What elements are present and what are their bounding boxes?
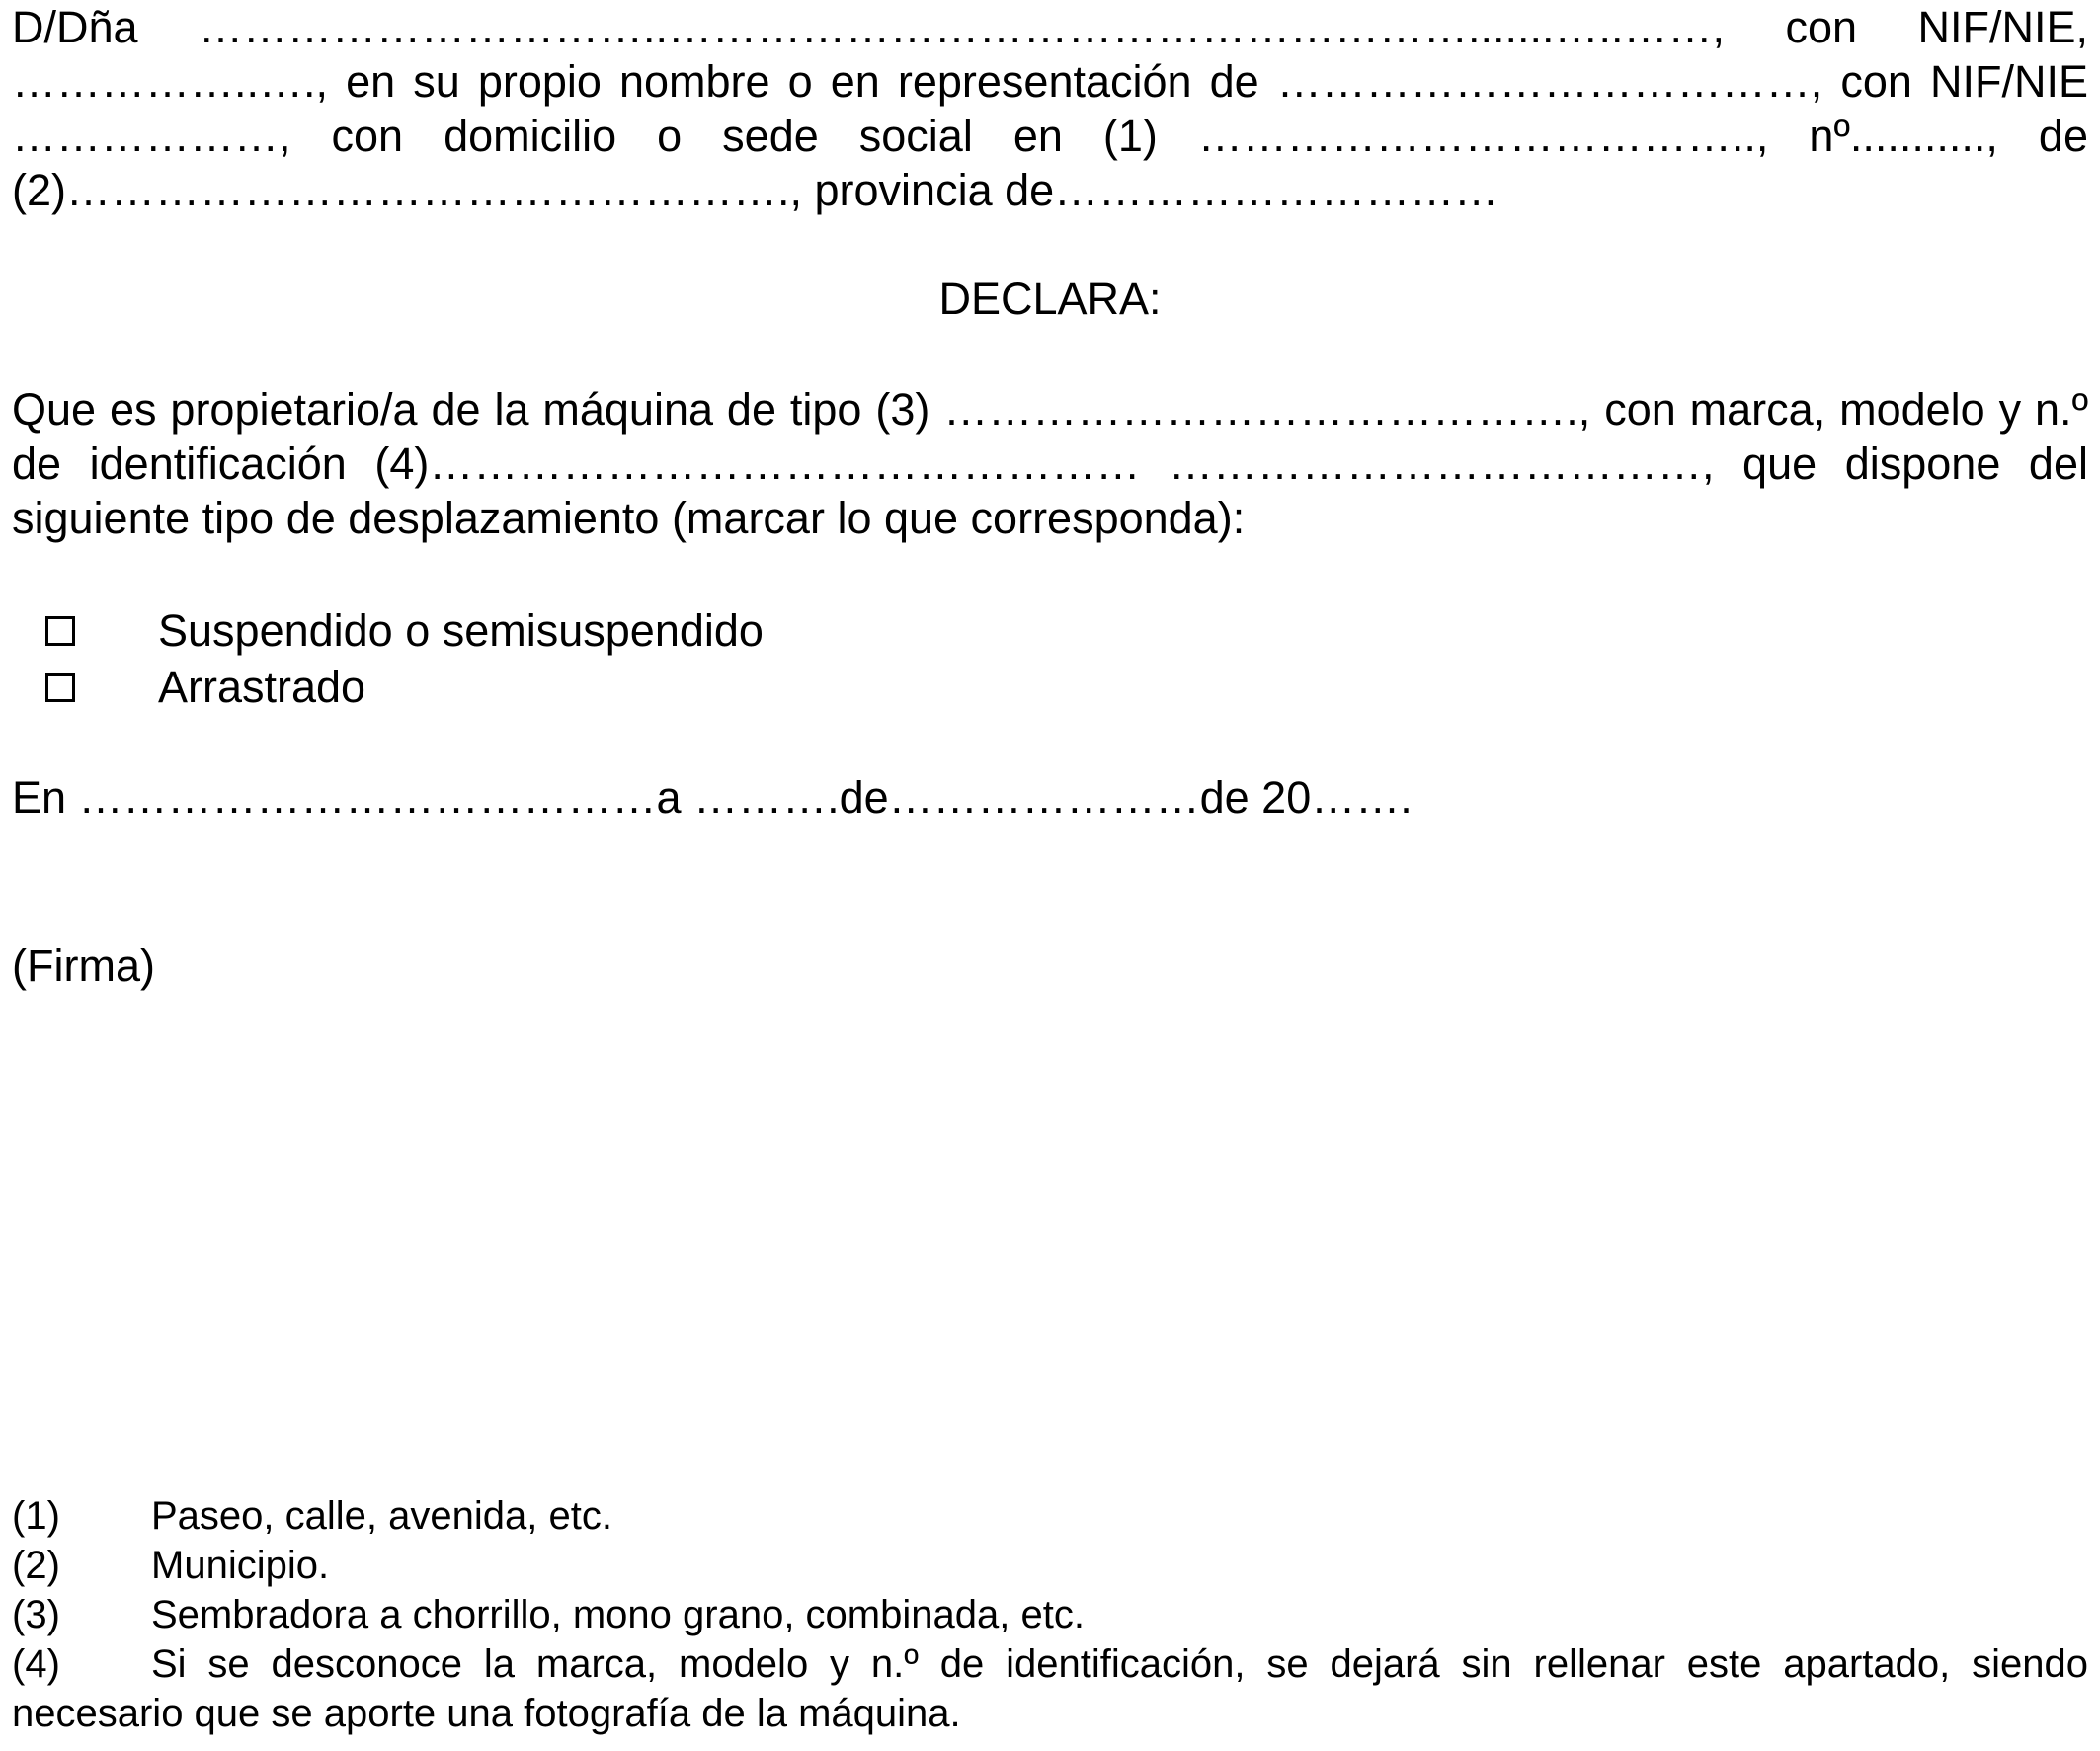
- footnote-text: Municipio.: [151, 1544, 330, 1587]
- option-suspended-label: Suspendido o semisuspendido: [158, 605, 764, 656]
- option-towed[interactable]: [12, 659, 2088, 715]
- declaration-paragraph: Que es propietario/a de la máquina de tipo (3) ……………………………………., con marca, modelo y n.º de identificación (4)………………………………………… ………………………………, que dispone del siguiente tipo de desplazamiento (marcar lo que corresponda):: [12, 384, 2088, 543]
- intro-paragraph: D/Dña …………………………..……………………………………………….......…..……, con NIF/NIE, ……………..…., en su propio nombre o en representación de ………………………………, con NIF/NIE ………………, con domicilio o sede social en (1) ……………………………….., nº..........., de (2)…………………………………………., provincia de…………………………: [12, 2, 2088, 215]
- footnote-number: (3): [12, 1593, 60, 1636]
- option-suspended[interactable]: [12, 602, 2088, 659]
- displacement-options: [12, 602, 2088, 715]
- footnote-number: (2): [12, 1544, 60, 1587]
- option-towed-label: Arrastrado: [158, 662, 366, 712]
- footnote-1: [12, 1491, 2088, 1541]
- footnote-text: Sembradora a chorrillo, mono grano, combinada, etc.: [151, 1593, 1085, 1636]
- footnote-2: [12, 1541, 2088, 1590]
- footnotes: [12, 1491, 2088, 1738]
- footnote-text: Paseo, calle, avenida, etc.: [151, 1494, 612, 1538]
- footnote-number: (1): [12, 1494, 60, 1538]
- footnote-3: [12, 1590, 2088, 1639]
- place-date-line: En …………………………………a ……….de…………………de 20…….: [12, 772, 1413, 823]
- declara-heading: DECLARA:: [938, 274, 1162, 324]
- footnote-text: Si se desconoce la marca, modelo y n.º de identificación, se dejará sin rellenar este apartado, siendo necesario que se aporte una fotografía de la máquina.: [12, 1642, 2088, 1735]
- checkbox-suspended[interactable]: [45, 616, 75, 646]
- signature-label: (Firma): [12, 940, 155, 991]
- checkbox-towed[interactable]: [45, 673, 75, 702]
- footnote-4: [12, 1639, 2088, 1738]
- footnote-number: (4): [12, 1642, 60, 1686]
